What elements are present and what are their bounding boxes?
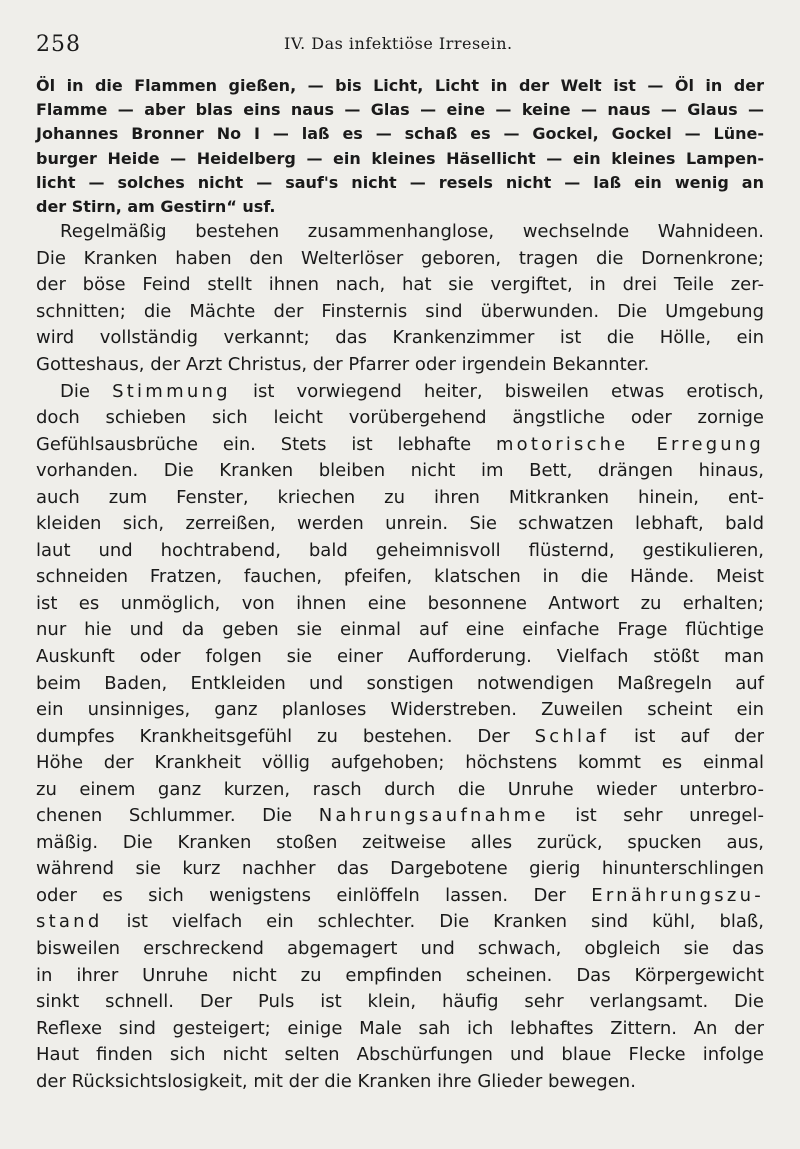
paragraph-line: nur hie und da geben sie einmal auf eine einfache Frage flüchtige bbox=[36, 619, 764, 641]
text-run: ist vielfach ein schlechter. Die Kranken sind kühl, blaß, bbox=[102, 911, 764, 933]
text-run: chenen Schlummer. Die bbox=[36, 805, 319, 827]
spaced-term-motorische-erregung: motorische Erregung bbox=[496, 433, 765, 455]
paragraph-line: Gotteshaus, der Arzt Christus, der Pfarrer oder irgendein Bekannter. bbox=[36, 353, 650, 375]
paragraph-line: ein unsinniges, ganz planloses Widerstreben. Zuweilen scheint ein bbox=[36, 699, 764, 721]
paragraph-line: schnitten; die Mächte der Finsternis sind überwunden. Die Umgebung bbox=[36, 300, 764, 322]
page-header bbox=[36, 30, 762, 60]
paragraph-line: laut und hochtrabend, bald geheimnisvoll flüsternd, gestikulieren, bbox=[36, 539, 764, 561]
paragraph-line bbox=[36, 883, 764, 910]
quote-line: Flamme — aber blas eins naus — Glas — eine — keine — naus — Glaus — bbox=[36, 100, 764, 120]
paragraph-line: mäßig. Die Kranken stoßen zeitweise alles zurück, spucken aus, bbox=[36, 831, 764, 853]
paragraph-line: ist es unmöglich, von ihnen eine besonnene Antwort zu erhalten; bbox=[36, 592, 764, 614]
paragraph-line: Reflexe sind gesteigert; einige Male sah ich lebhaftes Zittern. An der bbox=[36, 1017, 764, 1039]
text-run: dumpfes Krankheitsgefühl zu bestehen. Der bbox=[36, 725, 535, 747]
quote-line: der Stirn, am Gestirn“ usf. bbox=[36, 197, 276, 217]
paragraph-line: Die Kranken haben den Welterlöser geboren, tragen die Dornenkrone; bbox=[36, 247, 764, 269]
text-run: Gefühlsausbrüche ein. Stets ist lebhafte bbox=[36, 433, 497, 455]
paragraph-mood bbox=[36, 379, 764, 1096]
page-body bbox=[36, 74, 764, 1095]
text-run: oder es sich wenigstens einlöffeln lassen. Der bbox=[36, 884, 592, 906]
quote-line: Öl in die Flammen gießen, — bis Licht, Licht in der Welt ist — Öl in der bbox=[36, 76, 764, 95]
paragraph-line bbox=[36, 803, 764, 830]
spaced-term-stand: stand bbox=[36, 911, 103, 933]
paragraph-line: in ihrer Unruhe nicht zu empfinden scheinen. Das Körpergewicht bbox=[36, 964, 764, 986]
paragraph-line: zu einem ganz kurzen, rasch durch die Unruhe wieder unterbro- bbox=[36, 778, 764, 800]
paragraph-line: der Rücksichtslosigkeit, mit der die Kranken ihre Glieder bewegen. bbox=[36, 1070, 636, 1092]
spaced-term-nahrungsaufnahme: Nahrungsaufnahme bbox=[318, 805, 549, 827]
paragraph-line bbox=[36, 432, 764, 459]
text-run: ist vorwiegend heiter, bisweilen etwas erotisch, bbox=[230, 380, 764, 402]
paragraph-line: sinkt schnell. Der Puls ist klein, häufig sehr verlangsamt. Die bbox=[36, 991, 764, 1013]
spaced-term-schlaf: Schlaf bbox=[534, 725, 610, 747]
text-run: Die bbox=[60, 380, 113, 402]
paragraph-line: der böse Feind stellt ihnen nach, hat sie vergiftet, in drei Teile zer- bbox=[36, 274, 764, 296]
spaced-term-stimmung: Stimmung bbox=[112, 380, 231, 402]
quote-line: Johannes Bronner No I — laß es — schaß es — Gockel, Gockel — Lüne- bbox=[36, 124, 764, 144]
quote-line: burger Heide — Heidelberg — ein kleines Häsellicht — ein kleines Lampen- bbox=[36, 148, 764, 168]
text-run: ist auf der bbox=[609, 725, 764, 747]
page-number: 258 bbox=[36, 32, 81, 57]
paragraph-line: auch zum Fenster, kriechen zu ihren Mitkranken hinein, ent- bbox=[36, 486, 764, 508]
paragraph-line: doch schieben sich leicht vorübergehend ängstliche oder zornige bbox=[36, 407, 764, 429]
paragraph-line: Haut finden sich nicht selten Abschürfungen und blaue Flecke infolge bbox=[36, 1044, 764, 1066]
paragraph-line: Regelmäßig bestehen zusammenhanglose, wechselnde Wahnideen. bbox=[60, 221, 764, 243]
spaced-term-ernaehrungszu: Ernährungszu- bbox=[591, 884, 764, 906]
paragraph-line: Auskunft oder folgen sie einer Aufforderung. Vielfach stößt man bbox=[36, 645, 764, 667]
paragraph-line: bisweilen erschreckend abgemagert und schwach, obgleich sie das bbox=[36, 937, 764, 959]
paragraph-line bbox=[36, 724, 764, 751]
running-head: IV. Das infektiöse Irresein. bbox=[284, 34, 513, 53]
paragraph-line: beim Baden, Entkleiden und sonstigen notwendigen Maßregeln auf bbox=[36, 672, 764, 694]
text-run: ist sehr unregel- bbox=[548, 805, 764, 827]
paragraph-delusions bbox=[36, 219, 764, 378]
quote-line: licht — solches nicht — sauf's nicht — resels nicht — laß ein wenig an bbox=[36, 172, 764, 192]
quotation-block bbox=[36, 74, 764, 219]
paragraph-line bbox=[36, 379, 764, 406]
paragraph-line: vorhanden. Die Kranken bleiben nicht im Bett, drängen hinaus, bbox=[36, 460, 764, 482]
paragraph-line: während sie kurz nachher das Dargebotene gierig hinunterschlingen bbox=[36, 858, 764, 880]
paragraph-line: Höhe der Krankheit völlig aufgehoben; höchstens kommt es einmal bbox=[36, 752, 764, 774]
paragraph-line bbox=[36, 909, 764, 936]
paragraph-line: schneiden Fratzen, fauchen, pfeifen, klatschen in die Hände. Meist bbox=[36, 566, 764, 588]
paragraph-line: wird vollständig verkannt; das Krankenzimmer ist die Hölle, ein bbox=[36, 327, 764, 349]
paragraph-line: kleiden sich, zerreißen, werden unrein. Sie schwatzen lebhaft, bald bbox=[36, 513, 764, 535]
